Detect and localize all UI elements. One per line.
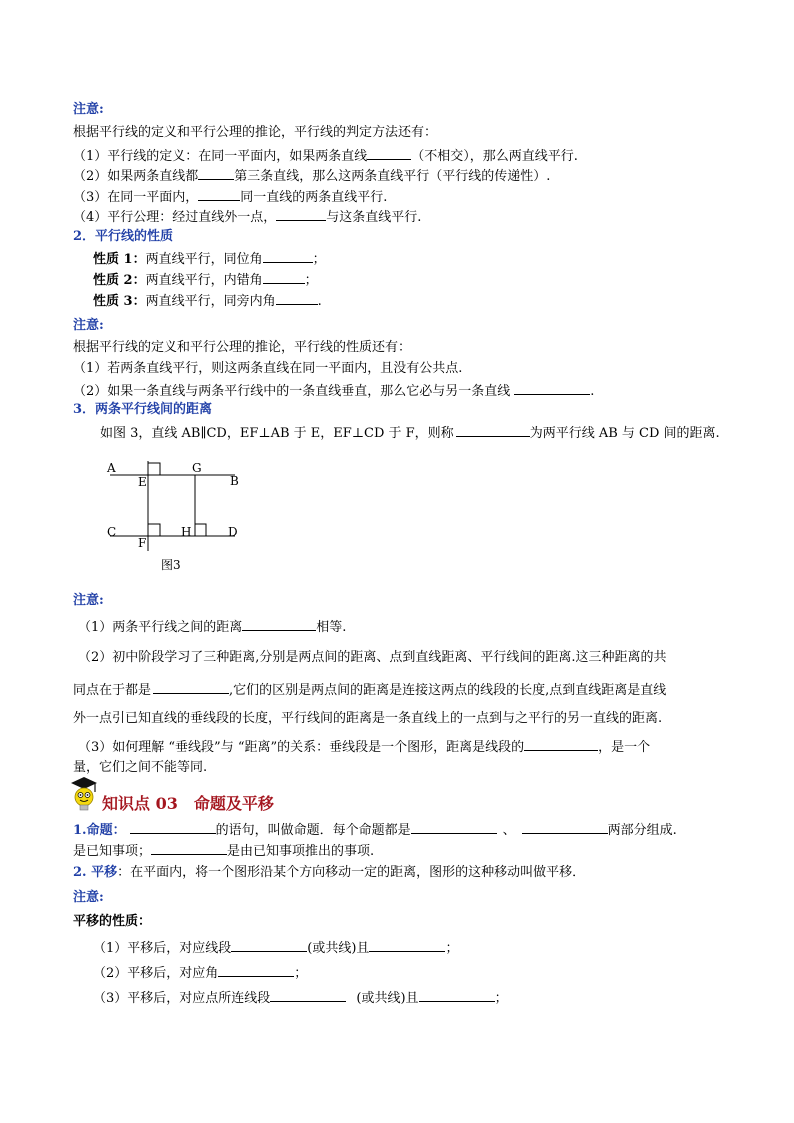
blank [263, 249, 313, 263]
blank [456, 423, 530, 437]
translation-properties-title: 平移的性质： [73, 914, 152, 929]
blank [419, 988, 495, 1002]
blank [242, 617, 316, 631]
right-angle-f [148, 524, 160, 536]
section-3-title: 3．两条平行线间的距离 [73, 402, 213, 417]
note-title-3: 注意: [73, 593, 104, 608]
note-title-4: 注意: [73, 890, 104, 905]
proposition-line-1: 1.命题： 的语句，叫做命题．每个命题都是 、 两部分组成. [73, 820, 677, 840]
blank [151, 841, 227, 855]
blank [130, 820, 216, 834]
section-3-text: 如图 3，直线 AB∥CD，EF⊥AB 于 E，EF⊥CD 于 F，则称 为两平行线 AB 与 CD 间的距离. [100, 423, 720, 443]
blank [524, 737, 598, 751]
label-h: H [181, 525, 192, 539]
lightbulb-scholar-icon [68, 776, 100, 816]
figure-3-diagram [100, 455, 250, 580]
property-1: 性质 1：两直线平行，同位角 ； [93, 249, 326, 269]
note-title-2: 注意: [73, 318, 104, 333]
note3-item-3-line2: 量，它们之间不能等同. [73, 760, 208, 775]
judge-item-4: （4）平行公理：经过直线外一点， 与这条直线平行. [73, 207, 421, 227]
figure-caption: 图3 [161, 558, 181, 572]
label-g: G [192, 461, 202, 475]
blank [514, 381, 590, 395]
label-b: B [230, 474, 239, 488]
blank [270, 988, 346, 1002]
note3-item-2-line2: 同点在于都是 ,它们的区别是两点间的距离是连接这两点的线段的长度,点到直线距离是直线 [73, 680, 666, 700]
note2-item-1: （1）若两条直线平行，则这两条直线在同一平面内，且没有公共点. [73, 361, 463, 376]
note3-item-2-line1: （2）初中阶段学习了三种距离,分别是两点间的距离、点到直线距离、平行线间的距离.这三种距离的共 [78, 650, 667, 665]
label-f: F [138, 536, 147, 550]
blank [198, 187, 240, 201]
property-3: 性质 3：两直线平行，同旁内角 . [93, 291, 322, 311]
judge-item-1: （1）平行线的定义：在同一平面内，如果两条直线 （不相交），那么两直线平行. [73, 146, 578, 166]
label-c: C [107, 525, 117, 539]
right-angle-e [148, 463, 160, 475]
blank [231, 938, 307, 952]
knowledge-point-03-heading: 知识点 03 命题及平移 [102, 794, 274, 813]
judge-item-2: （2）如果两条直线都 第三条直线，那么这两条直线平行（平行线的传递性）. [73, 166, 550, 186]
translation-property-2: （2）平移后，对应角 ； [93, 963, 307, 983]
blank [369, 938, 445, 952]
proposition-line-2: 是已知事项； 是由已知事项推出的事项. [73, 841, 374, 861]
blank [153, 680, 229, 694]
label-e: E [138, 475, 147, 489]
note3-item-3-line1: （3）如何理解 “垂线段”与 “距离”的关系：垂线段是一个图形，距离是线段的 ，是一个 [78, 737, 650, 757]
right-angle-h [195, 524, 206, 536]
blank [198, 166, 234, 180]
blank [276, 291, 318, 305]
note3-item-1: （1）两条平行线之间的距离 相等. [78, 617, 346, 637]
note1-intro: 根据平行线的定义和平行公理的推论，平行线的判定方法还有： [73, 125, 438, 140]
section-2-title: 2．平行线的性质 [73, 229, 174, 244]
label-d: D [228, 525, 238, 539]
blank [411, 820, 497, 834]
judge-item-3: （3）在同一平面内， 同一直线的两条直线平行. [73, 187, 387, 207]
blank [367, 146, 411, 160]
note2-item-2: （2）如果一条直线与两条平行线中的一条直线垂直，那么它必与另一条直线 . [73, 381, 594, 401]
blank [522, 820, 608, 834]
translation-property-3: （3）平移后，对应点所连线段 (或共线)且 ； [93, 988, 508, 1008]
note3-item-2-line3: 外一点引已知直线的垂线段的长度，平行线间的距离是一条直线上的一点到与之平行的另一直线的距离. [73, 711, 663, 726]
blank [263, 270, 305, 284]
label-a: A [107, 461, 116, 475]
blank [218, 963, 294, 977]
blank [276, 207, 326, 221]
translation-definition: 2. 平移：在平面内，将一个图形沿某个方向移动一定的距离，图形的这种移动叫做平移． [73, 865, 586, 880]
property-2: 性质 2：两直线平行，内错角 ； [93, 270, 318, 290]
note2-intro: 根据平行线的定义和平行公理的推论，平行线的性质还有： [73, 340, 412, 355]
note-title-1: 注意: [73, 102, 104, 117]
translation-property-1: （1）平移后，对应线段 (或共线)且 ； [93, 938, 458, 958]
